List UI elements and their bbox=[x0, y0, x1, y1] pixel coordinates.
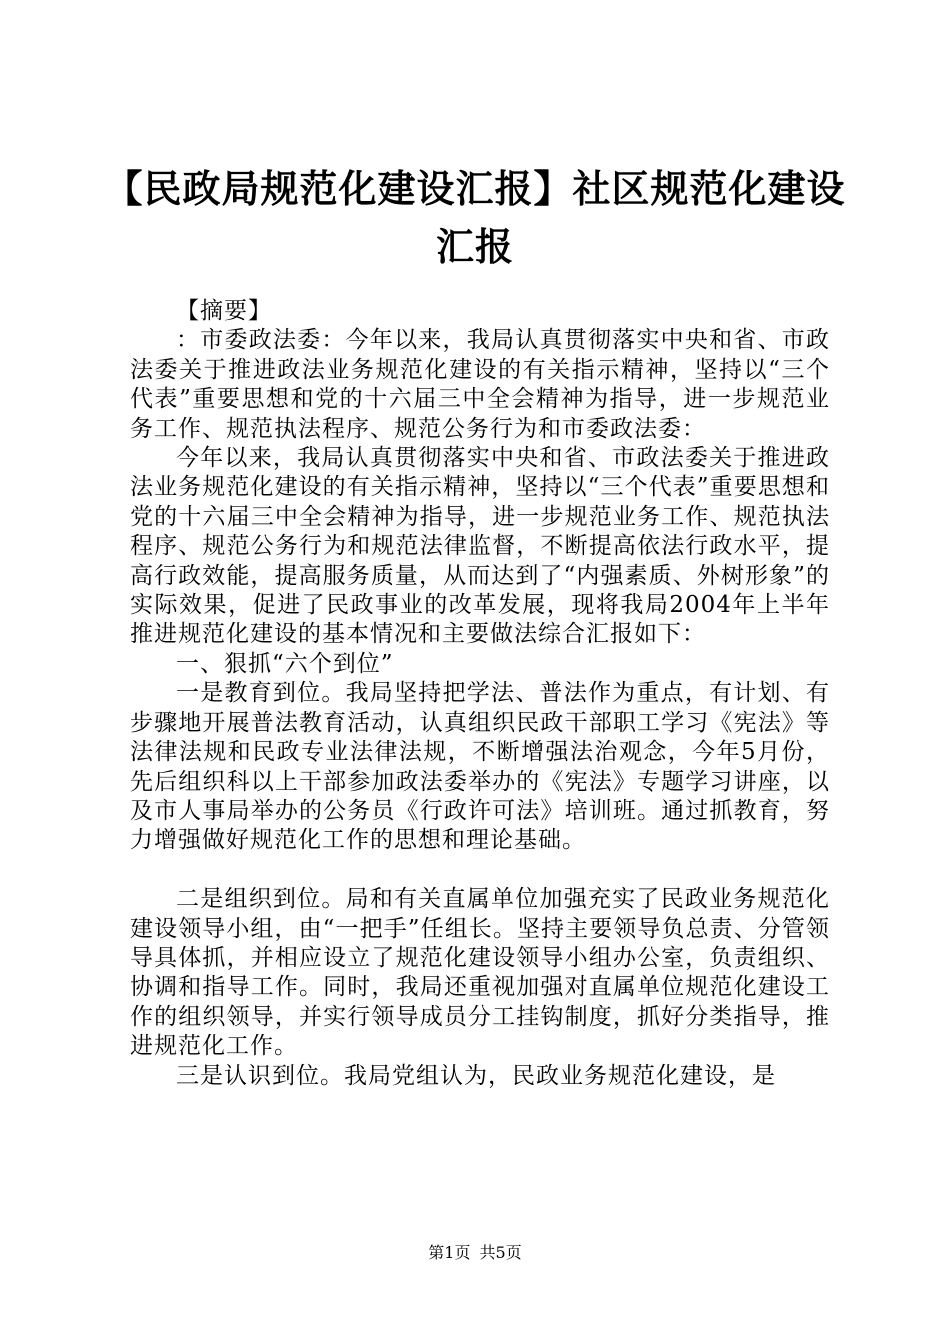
page-number: 第1页 bbox=[428, 1243, 471, 1262]
body-paragraph-education: 一是教育到位。我局坚持把学法、普法作为重点，有计划、有步骤地开展普法教育活动，认真组织民政干部职工学习《宪法》等法律法规和民政专业法律法规，不断增强法治观念，今年5月份，先后组织科以上干部参加政法委举办的《宪法》专题学习讲座，以及市人事局举办的公务员《行政许可法》培训班。通过抓教育，努力增强做好规范化工作的思想和理论基础。 bbox=[130, 680, 830, 854]
document-title: 【民政局规范化建设汇报】社区规范化建设汇报 bbox=[104, 166, 846, 269]
page-footer bbox=[0, 1243, 950, 1263]
page-total: 共5页 bbox=[479, 1243, 522, 1262]
section-heading: 一、狠抓“六个到位” bbox=[176, 650, 394, 677]
abstract-paragraph: ：市委政法委：今年以来，我局认真贯彻落实中央和省、市政法委关于推进政法业务规范化建设的有关指示精神，坚持以“三个代表”重要思想和党的十六届三中全会精神为指导，进一步规范业务工作、规范执法程序、规范公务行为和市委政法委： bbox=[130, 327, 830, 442]
body-paragraph-intro: 今年以来，我局认真贯彻落实中央和省、市政法委关于推进政法业务规范化建设的有关指示精神，坚持以“三个代表”重要思想和党的十六届三中全会精神为指导，进一步规范业务工作、规范执法程序、规范公务行为和规范法律监督，不断提高依法行政水平，提高行政效能，提高服务质量，从而达到了“内强素质、外树形象”的实际效果，促进了民政事业的改革发展，现将我局2004年上半年推进规范化建设的基本情况和主要做法综合汇报如下： bbox=[130, 445, 830, 648]
body-paragraph-awareness: 三是认识到位。我局党组认为，民政业务规范化建设，是 bbox=[176, 1062, 776, 1089]
abstract-heading: 【摘要】 bbox=[176, 298, 272, 324]
document-body bbox=[130, 297, 830, 1091]
body-paragraph-organization: 二是组织到位。局和有关直属单位加强充实了民政业务规范化建设领导小组，由“一把手”任组长。坚持主要领导负总责、分管领导具体抓，并相应设立了规范化建设领导小组办公室，负责组织、协调和指导工作。同时，我局还重视加强对直属单位规范化建设工作的组织领导，并实行领导成员分工挂钩制度，抓好分类指导，推进规范化工作。 bbox=[130, 886, 830, 1060]
